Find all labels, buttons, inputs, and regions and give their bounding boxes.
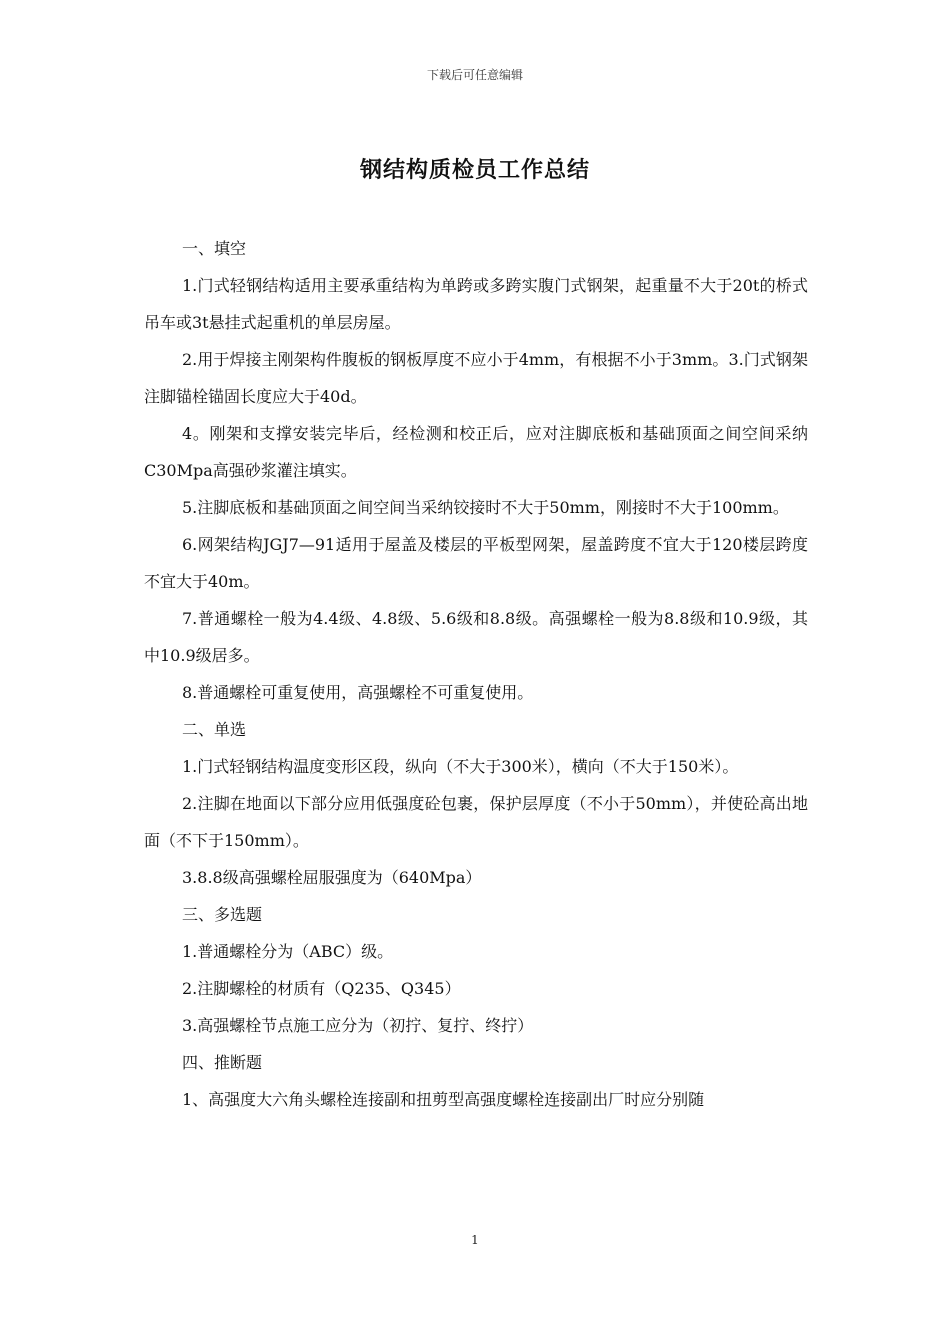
- section-heading-fill-blank: 一、填空: [182, 239, 247, 258]
- paragraph-item: 6.网架结构JGJ7—91适用于屋盖及楼层的平板型网架，屋盖跨度不宜大于120楼层跨度不宜大于40m。: [144, 535, 808, 591]
- page-header: 下载后可任意编辑: [426, 68, 523, 82]
- paragraph-item: 3.8.8级高强螺栓屈服强度为（640Mpa）: [182, 868, 482, 887]
- paragraph-item: 1.普通螺栓分为（ABC）级。: [182, 942, 394, 961]
- paragraph-item: 1.门式轻钢结构适用主要承重结构为单跨或多跨实腹门式钢架，起重量不大于20t的桥式吊车或3t悬挂式起重机的单层房屋。: [144, 276, 808, 332]
- paragraph-item: 4。刚架和支撑安装完毕后，经检测和校正后，应对注脚底板和基础顶面之间空间采纳C30Mpa高强砂浆灌注填实。: [144, 424, 808, 480]
- section-heading-multiple-choice: 三、多选题: [182, 905, 263, 924]
- section-heading-single-choice: 二、单选: [182, 720, 247, 739]
- paragraph-item: 2.注脚在地面以下部分应用低强度砼包裹，保护层厚度（不小于50mm），并使砼高出地面（不下于150mm）。: [144, 794, 808, 850]
- document-body: [144, 230, 808, 1118]
- paragraph-item: 7.普通螺栓一般为4.4级、4.8级、5.6级和8.8级。高强螺栓一般为8.8级和10.9级，其中10.9级居多。: [144, 609, 808, 665]
- paragraph-item: 8.普通螺栓可重复使用，高强螺栓不可重复使用。: [182, 683, 534, 702]
- paragraph-item: 5.注脚底板和基础顶面之间空间当采纳铰接时不大于50mm，刚接时不大于100mm。: [182, 498, 789, 517]
- paragraph-item: 3.高强螺栓节点施工应分为（初拧、复拧、终拧）: [182, 1016, 534, 1035]
- paragraph-item: 2.注脚螺栓的材质有（Q235、Q345）: [182, 979, 461, 998]
- paragraph-item: 1.门式轻钢结构温度变形区段，纵向（不大于300米），横向（不大于150米）。: [182, 757, 739, 776]
- page-number: 1: [471, 1233, 479, 1247]
- paragraph-item: 2.用于焊接主刚架构件腹板的钢板厚度不应小于4mm，有根据不小于3mm。3.门式钢架注脚锚栓锚固长度应大于40d。: [144, 350, 808, 406]
- paragraph-item: 1、高强度大六角头螺栓连接副和扭剪型高强度螺栓连接副出厂时应分别随: [182, 1090, 705, 1109]
- document-title: 钢结构质检员工作总结: [359, 158, 590, 183]
- section-heading-judgment: 四、推断题: [182, 1053, 263, 1072]
